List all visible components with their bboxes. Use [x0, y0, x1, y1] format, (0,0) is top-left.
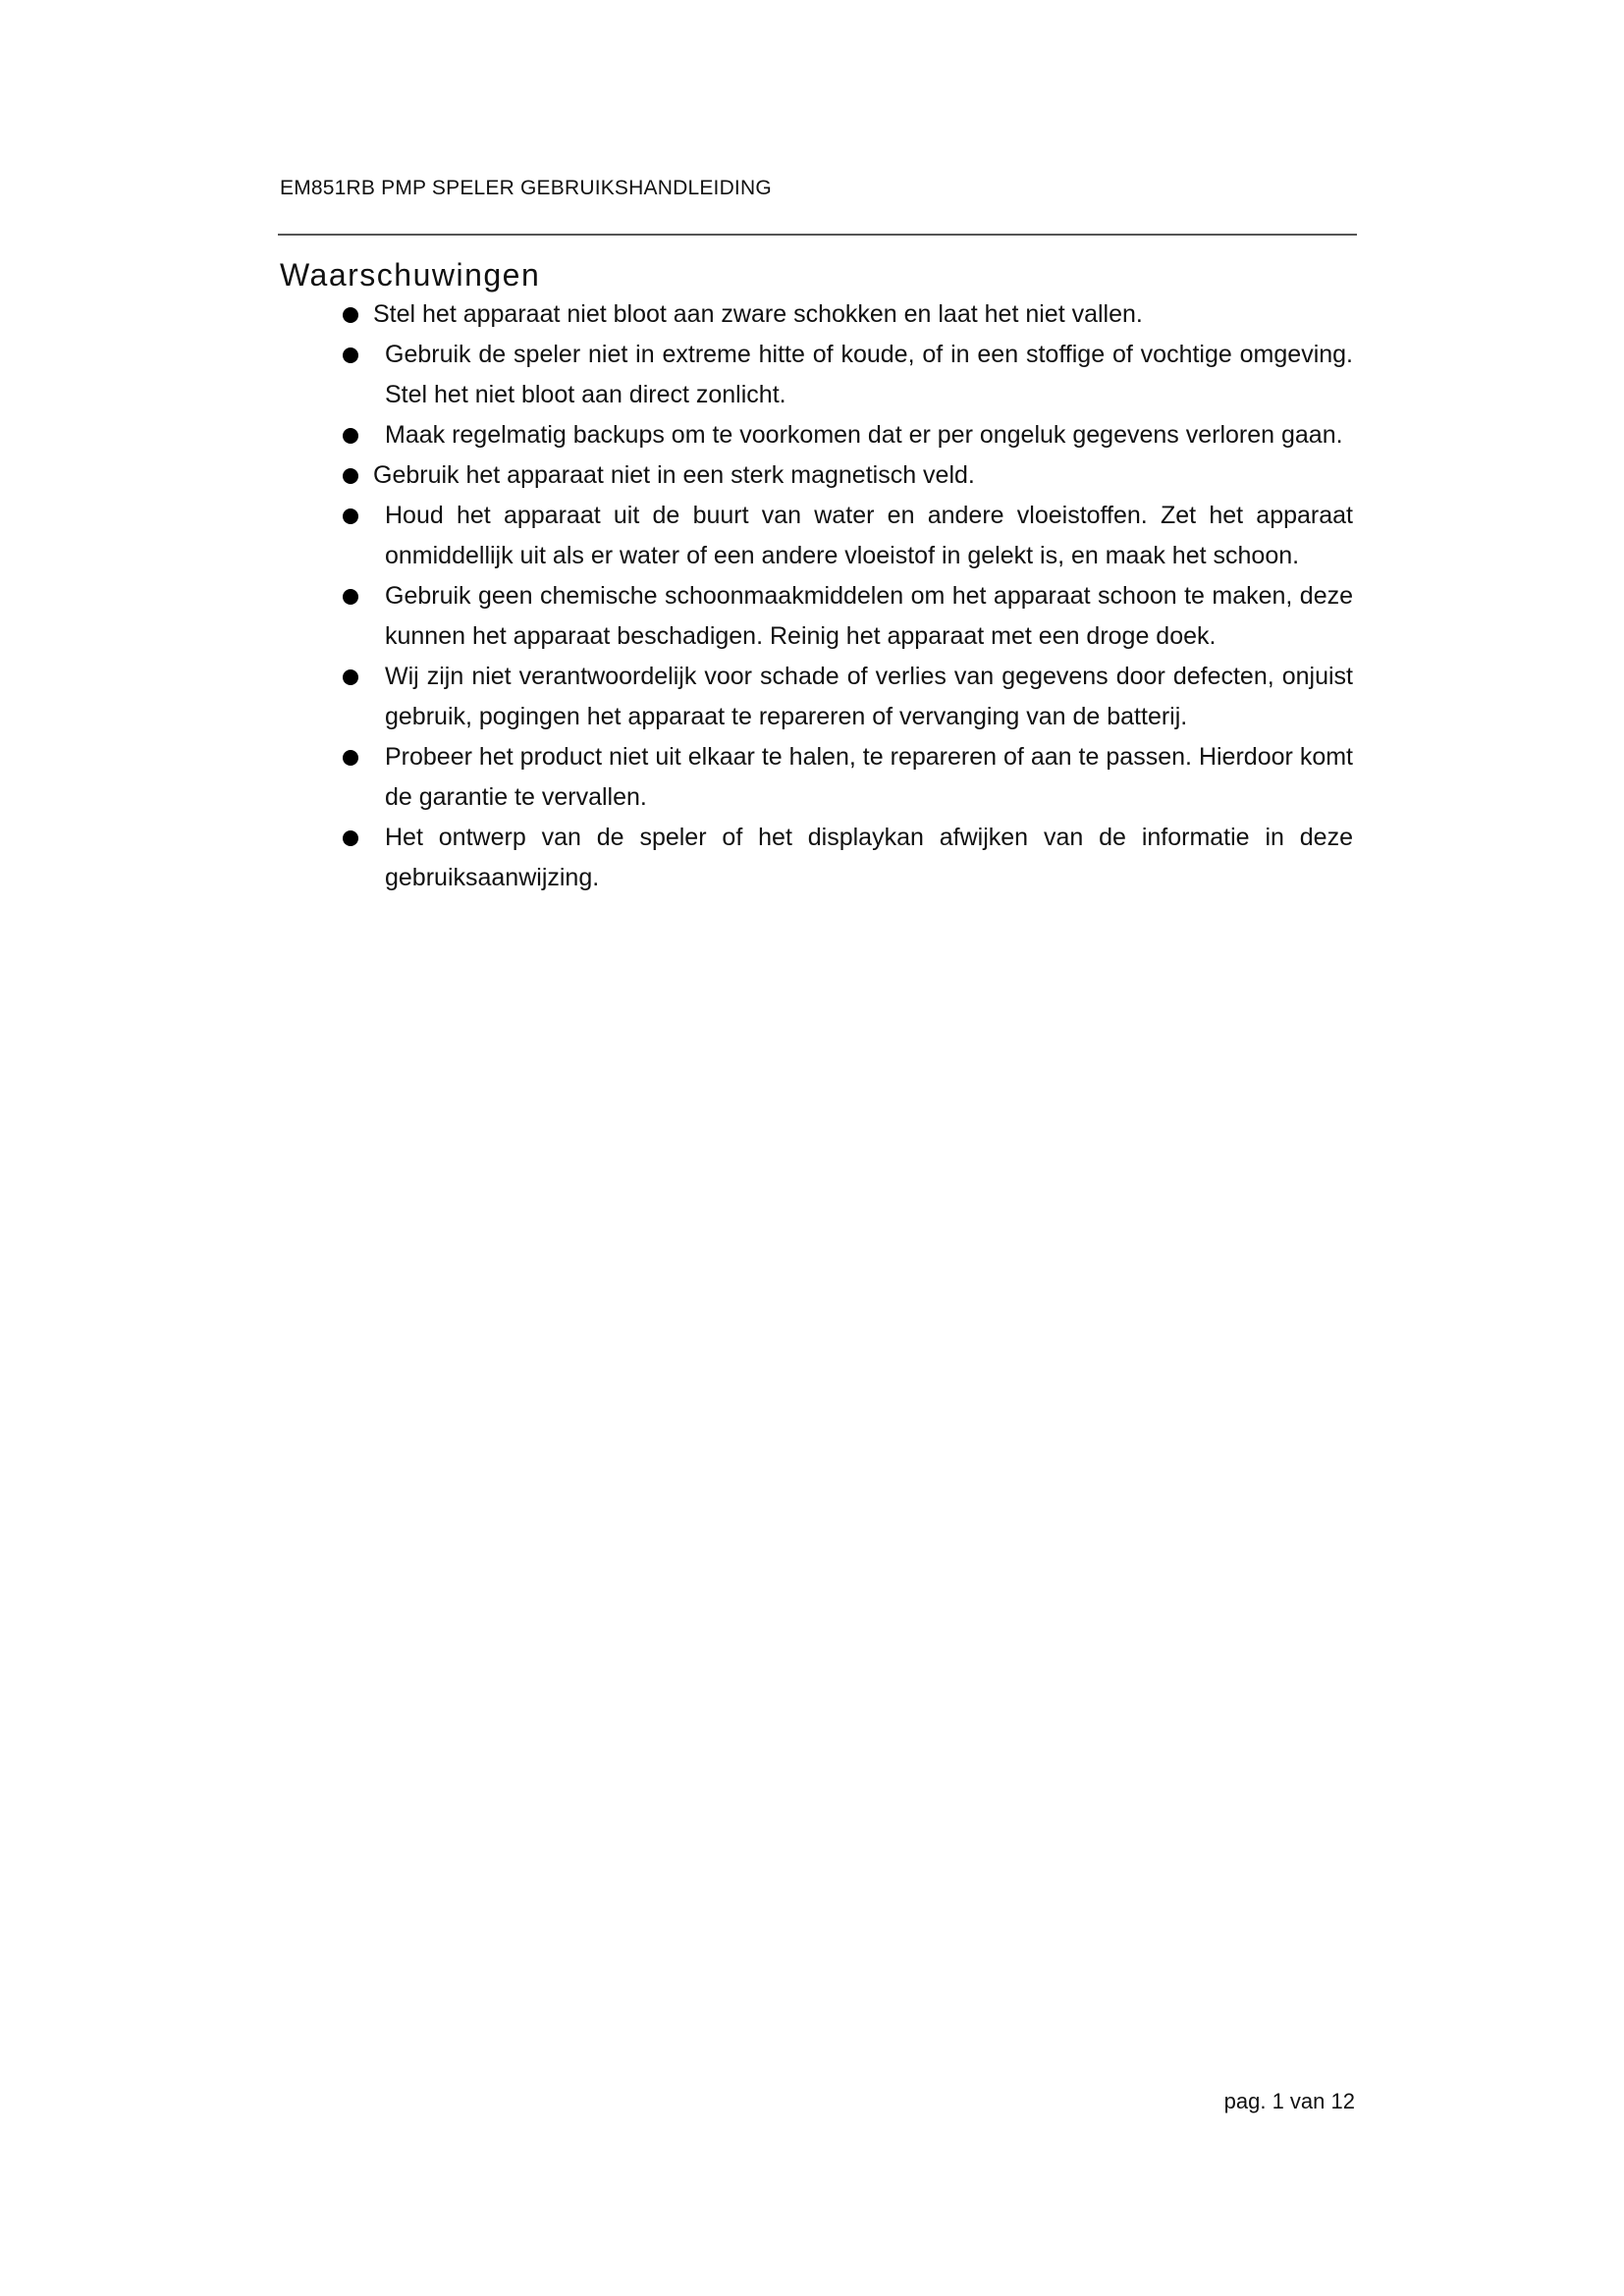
warning-item	[0, 737, 1624, 818]
header-divider	[278, 234, 1357, 236]
bullet-icon	[343, 508, 358, 524]
bullet-icon	[343, 830, 358, 846]
document-header: EM851RB PMP SPELER GEBRUIKSHANDLEIDING	[280, 177, 772, 199]
bullet-icon	[343, 428, 358, 444]
warning-text: Gebruik de speler niet in extreme hitte of koude, of in een stoffige of vochtige omgeving. Stel het niet bloot aan direct zonlicht.	[385, 341, 1353, 408]
warning-item	[0, 294, 1624, 335]
warning-item	[0, 496, 1624, 576]
warning-text: Houd het apparaat uit de buurt van water en andere vloeistoffen. Zet het apparaat onmiddellijk uit als er water of een andere vloeistof in gelekt is, en maak het schoon.	[385, 502, 1353, 569]
warning-list	[0, 294, 1624, 898]
warning-item	[0, 455, 1624, 496]
bullet-icon	[343, 589, 358, 605]
warning-text: Stel het apparaat niet bloot aan zware schokken en laat het niet vallen.	[373, 300, 1143, 328]
warning-item	[0, 415, 1624, 455]
warning-item	[0, 657, 1624, 737]
bullet-icon	[343, 347, 358, 363]
warning-text: Gebruik het apparaat niet in een sterk magnetisch veld.	[373, 461, 975, 489]
warning-text: Gebruik geen chemische schoonmaakmiddelen om het apparaat schoon te maken, deze kunnen het apparaat beschadigen. Reinig het apparaat met een droge doek.	[385, 582, 1353, 650]
warning-item	[0, 576, 1624, 657]
bullet-icon	[343, 669, 358, 685]
warning-item	[0, 335, 1624, 415]
bullet-icon	[343, 307, 358, 323]
section-heading: Waarschuwingen	[280, 257, 541, 293]
warning-text: Probeer het product niet uit elkaar te halen, te repareren of aan te passen. Hierdoor komt de garantie te vervallen.	[385, 743, 1353, 811]
warning-text: Maak regelmatig backups om te voorkomen dat er per ongeluk gegevens verloren gaan.	[385, 421, 1343, 449]
page-number: pag. 1 van 12	[1223, 2089, 1355, 2113]
bullet-icon	[343, 468, 358, 484]
warning-text: Wij zijn niet verantwoordelijk voor schade of verlies van gegevens door defecten, onjuist gebruik, pogingen het apparaat te repareren of vervanging van de batterij.	[385, 663, 1353, 730]
warning-text: Het ontwerp van de speler of het displaykan afwijken van de informatie in deze gebruiksaanwijzing.	[385, 824, 1353, 891]
warning-item	[0, 818, 1624, 898]
bullet-icon	[343, 750, 358, 766]
